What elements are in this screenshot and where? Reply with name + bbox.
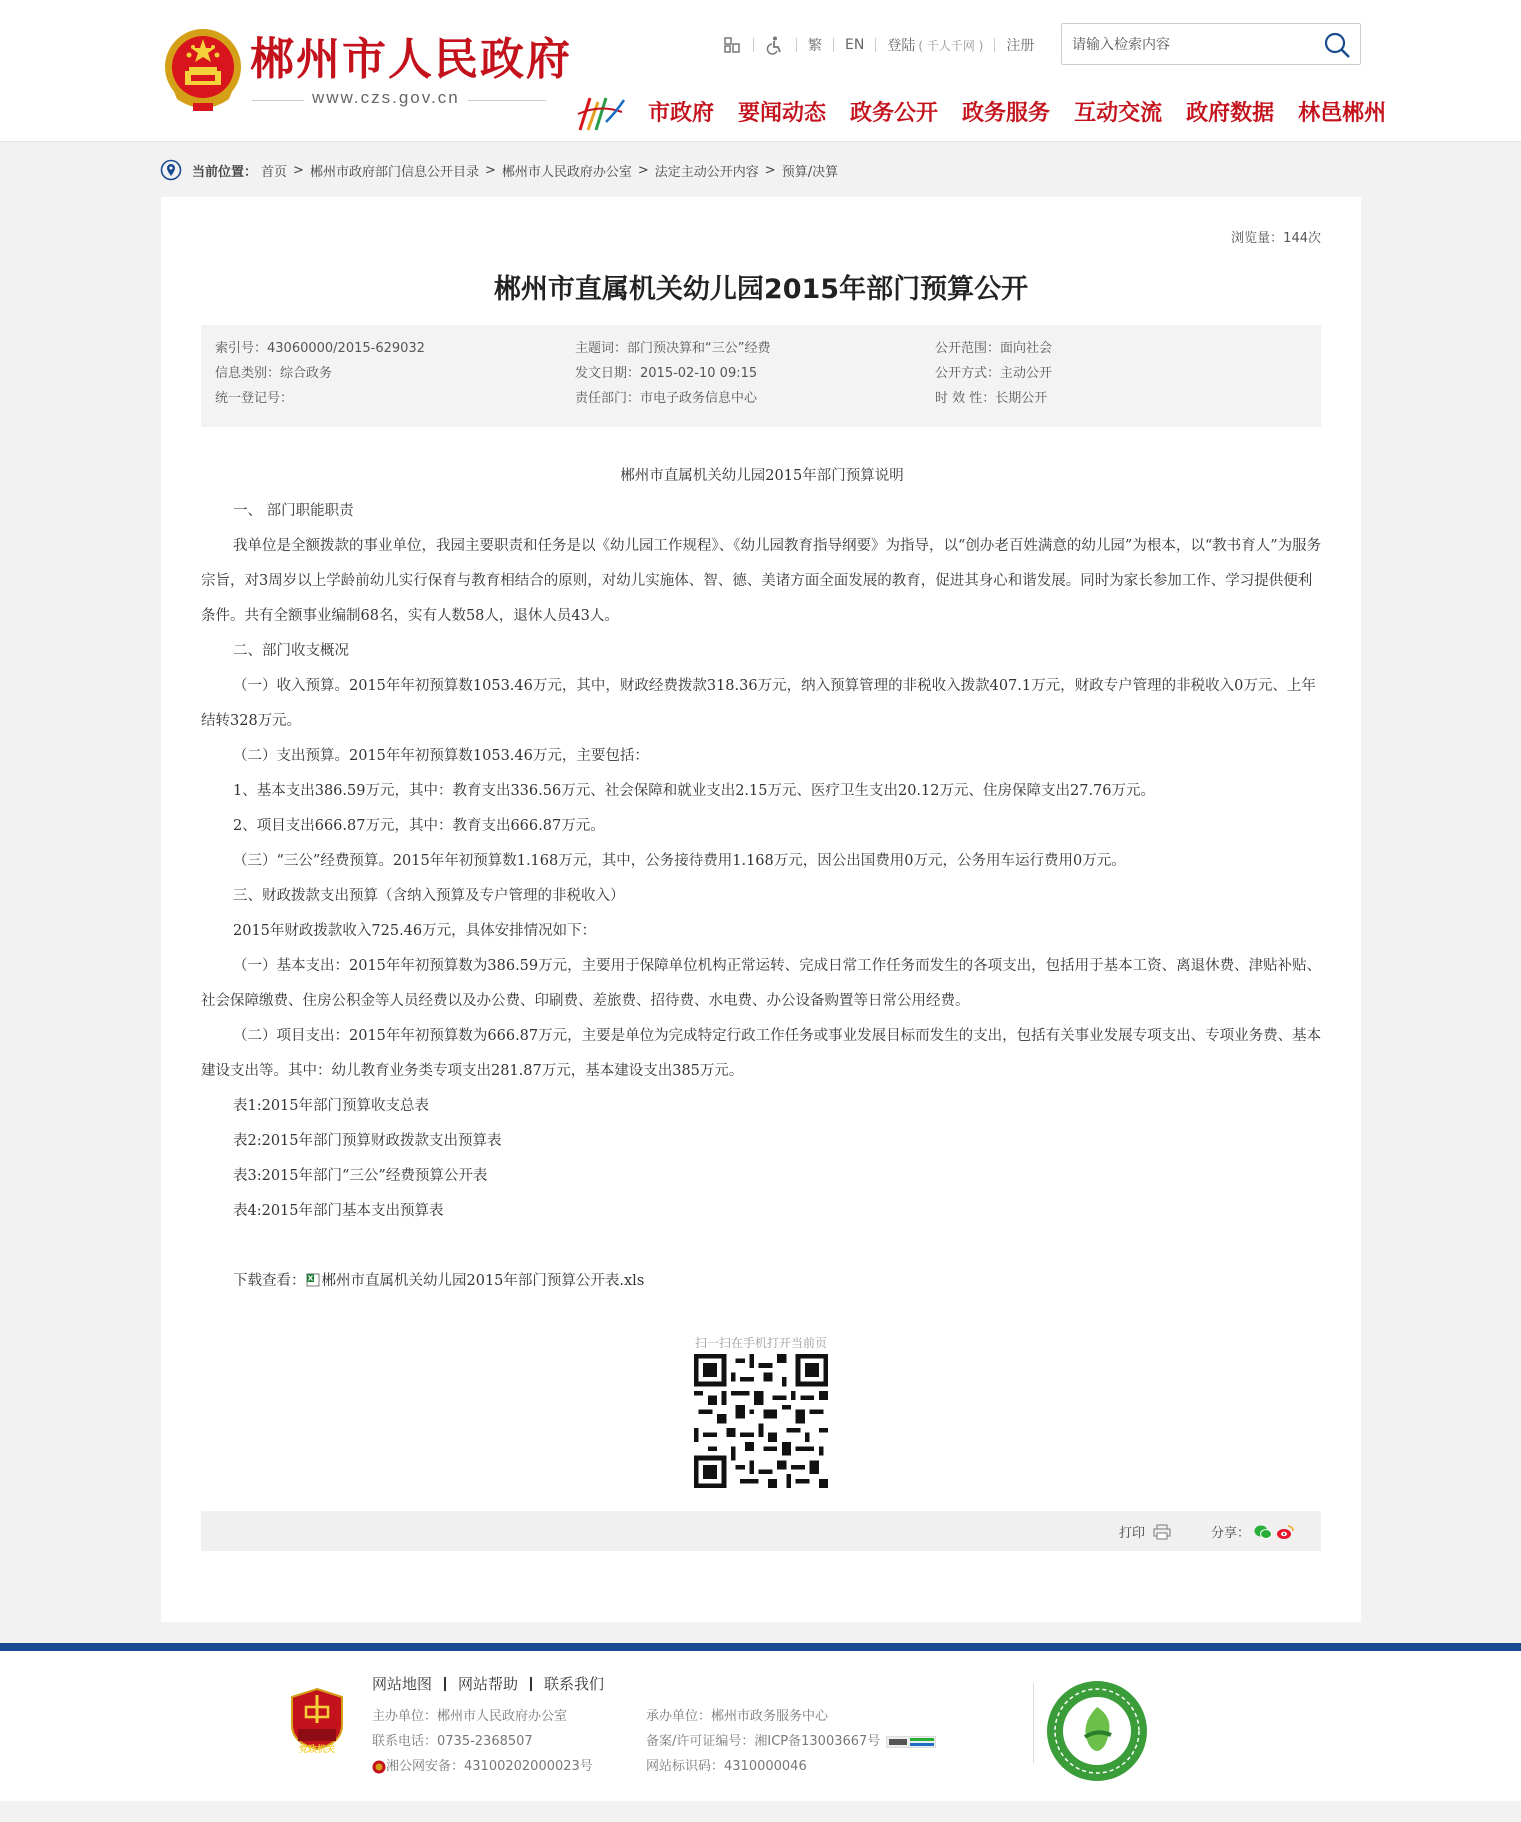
breadcrumb-item[interactable]: 郴州市政府部门信息公开目录: [309, 164, 479, 180]
excel-file-icon: [306, 1273, 320, 1287]
body-paragraph: 我单位是全额拨款的事业单位，我园主要职责和任务是以《幼儿园工作规程》、《幼儿园教育指导纲要》为指导，以“创办老百姓满意的幼儿园”为根本，以“教书育人”为服务宗旨，对3周岁以上学龄前幼儿实行保育与教育相结合的原则，对幼儿实施体、智、德、美诸方面全面发展的教育，促进其身心和谐发展。同时为家长参加工作、学习提供便利条件。共有全额事业编制68名，实有人数58人，退休人员43人。: [201, 538, 1322, 624]
register-link[interactable]: 注册: [1006, 38, 1035, 54]
nav-logo-icon: [576, 92, 626, 134]
view-count: 浏览量：144次: [1231, 231, 1321, 246]
footer-divider: [1033, 1683, 1034, 1763]
body-paragraph: （一）基本支出：2015年年初预算数为386.59万元，主要用于保障单位机构正常运转、完成日常工作任务而发生的各项支出，包括用于基本工资、离退休费、津贴补贴、社会保障缴费、住房公积金等人员经费以及办公费、印刷费、差旅费、招待费、水电费、办公设备购置等日常公用经费。: [201, 958, 1322, 1009]
search-icon[interactable]: [1322, 30, 1352, 60]
footer-phone: 联系电话：0735-2368507: [372, 1734, 533, 1749]
table-reference: 表4:2015年部门基本支出预算表: [233, 1203, 444, 1219]
meta-topic: 主题词：部门预决算和“三公”经费: [575, 341, 771, 356]
footer-icp[interactable]: 备案/许可证编号：湘ICP备13003667号: [646, 1734, 881, 1749]
nav-item-gov-data[interactable]: 政府数据: [1186, 101, 1275, 126]
nav-item-linyi-chenzhou[interactable]: 林邑郴州: [1298, 101, 1387, 126]
breadcrumb-item[interactable]: 预算/决算: [781, 164, 839, 180]
share-bar: [201, 1511, 1321, 1551]
share-group: [1211, 1522, 1294, 1541]
site-url: www.czs.gov.cn: [304, 88, 468, 108]
site-footer: [0, 1651, 1521, 1801]
breadcrumb-item[interactable]: 法定主动公开内容: [654, 164, 759, 180]
meta-scope: 公开范围：面向社会: [935, 341, 1053, 356]
body-paragraph: （一）收入预算。2015年年初预算数1053.46万元，其中，财政经费拨款318.36万元，纳入预算管理的非税收入拨款407.1万元，财政专户管理的非税收入0万元、上年结转328万元。: [201, 678, 1316, 729]
body-paragraph: （二）支出预算。2015年年初预算数1053.46万元，主要包括：: [233, 748, 649, 764]
separator: [875, 38, 876, 52]
footer-accent-line: [0, 1643, 1521, 1651]
footer-info-right: [646, 1704, 936, 1779]
footer-police-row: [372, 1754, 593, 1779]
footer-link-contact[interactable]: 联系我们: [544, 1675, 605, 1693]
meta-index-no: 索引号：43060000/2015-629032: [215, 341, 425, 356]
spacer: [201, 1229, 1323, 1264]
site-title[interactable]: 郴州市人民政府: [250, 34, 572, 85]
download-file-link[interactable]: 郴州市直属机关幼儿园2015年部门预算公开表.xls: [321, 1273, 645, 1289]
mobile-app-icon[interactable]: [722, 35, 742, 55]
share-label: 分享：: [1211, 1526, 1251, 1541]
separator: [796, 38, 797, 52]
separator: [753, 38, 754, 52]
article-card: [161, 197, 1361, 1622]
body-paragraph: 2、项目支出666.87万元，其中：教育支出666.87万元。: [233, 818, 605, 834]
separator: [530, 1677, 532, 1691]
breadcrumb-label: 当前位置：: [192, 164, 258, 180]
meta-mode: 公开方式：主动公开: [935, 366, 1053, 381]
body-paragraph: 三、财政拨款支出预算（含纳入预算及专户管理的非税收入）: [233, 888, 625, 904]
print-button[interactable]: [1119, 1522, 1171, 1541]
login-link[interactable]: 登陆: [887, 38, 916, 54]
footer-link-help[interactable]: 网站帮助: [458, 1675, 519, 1693]
nav-item-gov-affairs-public[interactable]: 政务公开: [850, 101, 939, 126]
body-subtitle: 郴州市直属机关幼儿园2015年部门预算说明: [620, 468, 904, 484]
footer-link-sitemap[interactable]: 网站地图: [372, 1675, 433, 1693]
cnzz-badge-icon[interactable]: [886, 1736, 936, 1748]
article-meta: [201, 325, 1321, 427]
police-badge-icon[interactable]: [372, 1760, 386, 1774]
weibo-icon[interactable]: [1276, 1524, 1294, 1540]
meta-reg-no: 统一登记号：: [215, 391, 294, 406]
nav-item-news[interactable]: 要闻动态: [738, 101, 827, 126]
footer-info-left: [372, 1704, 593, 1779]
body-paragraph: 二、部门收支概况: [233, 643, 349, 659]
footer-undertaker: 承办单位：郴州市政务服务中心: [646, 1709, 829, 1724]
main-nav: [648, 96, 1386, 127]
footer-police[interactable]: 湘公网安备：43100202000023号: [386, 1759, 593, 1774]
english-link[interactable]: EN: [845, 37, 865, 53]
breadcrumb-arrow: >: [637, 162, 649, 178]
breadcrumb-arrow: >: [764, 162, 776, 178]
separator: [833, 38, 834, 52]
bottom-strip: [0, 1801, 1521, 1822]
body-paragraph: （三）“三公”经费预算。2015年年初预算数1.168万元，其中，公务接待费用1.168万元，因公出国费用0万元，公务用车运行费用0万元。: [233, 853, 1126, 869]
location-pin-icon: [160, 159, 182, 181]
print-label: 打印: [1119, 1526, 1146, 1541]
download-label: 下载查看：: [233, 1273, 306, 1289]
national-emblem-icon[interactable]: [163, 27, 243, 113]
footer-icp-row: [646, 1729, 936, 1754]
breadcrumb-item[interactable]: 郴州市人民政府办公室: [501, 164, 632, 180]
separator: [444, 1677, 446, 1691]
printer-icon: [1153, 1524, 1171, 1540]
download-row: [201, 1264, 1323, 1299]
breadcrumb-arrow: >: [484, 162, 496, 178]
meta-dept: 责任部门：市电子政务信息中心: [575, 391, 758, 406]
search-input[interactable]: [1070, 32, 1314, 58]
civilized-city-badge-icon[interactable]: [1045, 1679, 1149, 1783]
wechat-icon[interactable]: [1254, 1524, 1272, 1540]
meta-date: 发文日期：2015-02-10 09:15: [575, 366, 758, 381]
qr-code: [694, 1354, 828, 1488]
login-note: ( 千人千网 ): [918, 38, 984, 53]
footer-site-id: 网站标识码：4310000046: [646, 1759, 807, 1774]
site-header: [0, 0, 1521, 142]
body-paragraph: （二）项目支出：2015年年初预算数为666.87万元，主要是单位为完成特定行政工作任务或事业发展目标而发生的支出，包括有关事业发展专项支出、专项业务费、基本建设支出等。其中：幼儿教育业务类专项支出281.87万元，基本建设支出385万元。: [201, 1028, 1322, 1079]
traditional-chinese-link[interactable]: 繁: [808, 38, 822, 54]
nav-item-interaction[interactable]: 互动交流: [1074, 101, 1163, 126]
top-links: [722, 32, 1034, 58]
meta-validity: 时 效 性：长期公开: [935, 391, 1048, 406]
table-reference: 表1:2015年部门预算收支总表: [233, 1098, 430, 1114]
nav-item-city-government[interactable]: 市政府: [648, 101, 715, 126]
table-reference: 表2:2015年部门预算财政拨款支出预算表: [233, 1133, 502, 1149]
body-paragraph: 2015年财政拨款收入725.46万元，具体安排情况如下：: [233, 923, 597, 939]
accessibility-icon[interactable]: [765, 35, 785, 55]
breadcrumb-arrow: >: [293, 162, 304, 178]
body-paragraph: 1、基本支出386.59万元，其中：教育支出336.56万元、社会保障和就业支出2.15万元、医疗卫生支出20.12万元、住房保障支出27.76万元。: [233, 783, 1155, 799]
meta-category: 信息类别：综合政务: [215, 366, 333, 381]
breadcrumb-item[interactable]: 首页: [261, 164, 288, 180]
party-gov-badge-text: 党政机关: [298, 1745, 335, 1755]
separator: [994, 38, 995, 52]
article-title: 郴州市直属机关幼儿园2015年部门预算公开: [493, 274, 1029, 305]
body-paragraph: 一、 部门职能职责: [233, 503, 354, 519]
nav-item-gov-services[interactable]: 政务服务: [962, 101, 1051, 126]
footer-links: [372, 1673, 604, 1694]
table-reference: 表3:2015年部门“三公”经费预算公开表: [233, 1168, 488, 1184]
qr-caption: 扫一扫在手机打开当前页: [694, 1336, 827, 1350]
article-body: [201, 459, 1323, 1299]
search-box: [1061, 23, 1361, 65]
breadcrumb: [160, 158, 838, 182]
footer-host: 主办单位：郴州市人民政府办公室: [372, 1709, 568, 1724]
